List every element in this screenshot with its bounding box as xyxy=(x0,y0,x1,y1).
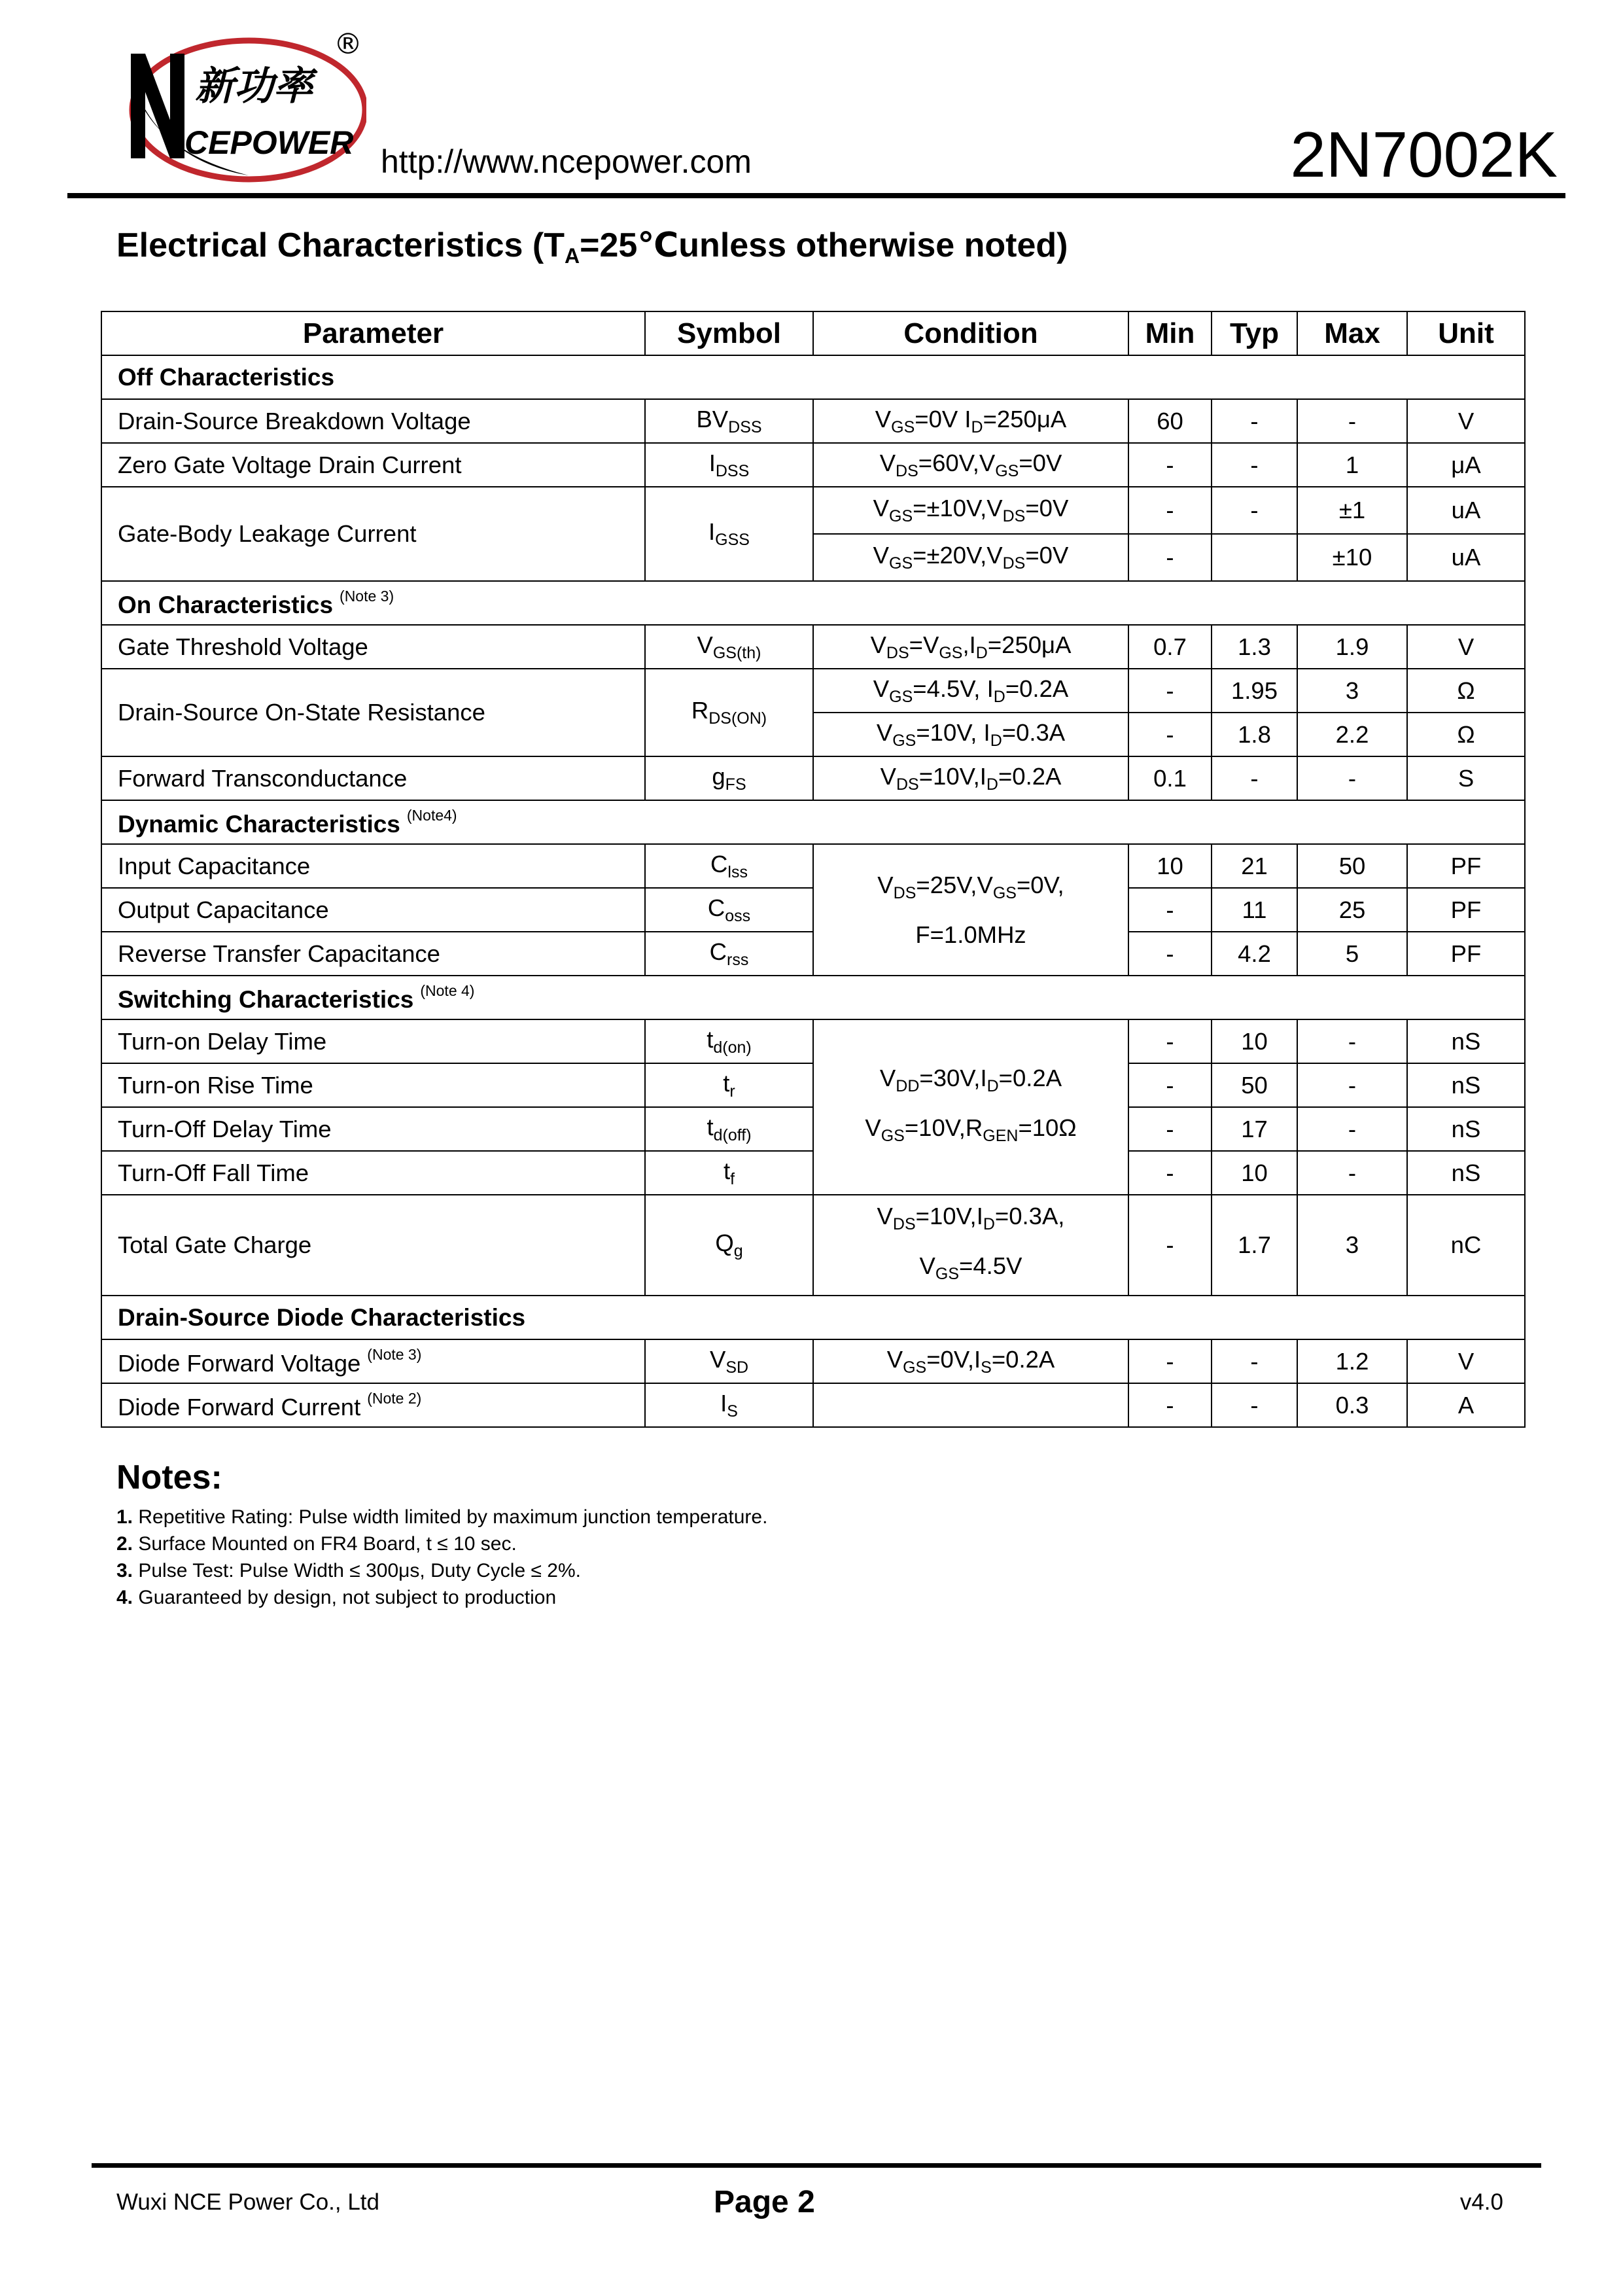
unit-cell: nS xyxy=(1407,1107,1525,1151)
condition-cell: $V_{GS}=10V$, $I_D=0.3A$ xyxy=(813,713,1128,756)
title-text-pre: Electrical Characteristics (T xyxy=(116,226,565,264)
typ-cell: 17 xyxy=(1212,1107,1297,1151)
typ-cell: - xyxy=(1212,756,1297,800)
typ-cell: - xyxy=(1212,487,1297,534)
unit-cell: Ω xyxy=(1407,713,1525,756)
group-label-diode: Drain-Source Diode Characteristics xyxy=(101,1296,1525,1339)
typ-cell: 21 xyxy=(1212,844,1297,888)
note-ref: (Note 4) xyxy=(420,981,475,999)
group-row-diode xyxy=(101,1296,1525,1339)
header-min: Min xyxy=(1128,311,1212,355)
max-cell: 5 xyxy=(1297,932,1407,976)
typ-cell: - xyxy=(1212,399,1297,443)
group-label-on: On Characteristics $^{(Note 3)}$ xyxy=(101,581,1525,625)
typ-cell: 1.95 xyxy=(1212,669,1297,713)
min-cell: 0.7 xyxy=(1128,625,1212,669)
max-cell: ±1 xyxy=(1297,487,1407,534)
typ-cell: 11 xyxy=(1212,888,1297,932)
header-parameter: Parameter xyxy=(101,311,645,355)
max-cell: 2.2 xyxy=(1297,713,1407,756)
unit-cell: nS xyxy=(1407,1019,1525,1063)
unit-cell: A xyxy=(1407,1383,1525,1427)
typ-cell: 4.2 xyxy=(1212,932,1297,976)
typ-cell: 50 xyxy=(1212,1063,1297,1107)
param-cell: Diode Forward Current $^{(Note 2)}$ xyxy=(101,1383,645,1427)
symbol-cell: $I_{DSS}$ xyxy=(645,443,813,487)
symbol-cell: $R_{DS(ON)}$ xyxy=(645,669,813,756)
table-row xyxy=(101,1383,1525,1427)
condition-cell: $V_{DS}=25V,V_{GS}=0V$, F=1.0MHz xyxy=(813,844,1128,976)
table-row xyxy=(101,756,1525,800)
logo-chinese-text: 新功率 xyxy=(195,63,313,109)
condition-cell: $V_{DD}=30V,I_D=0.2A$ $V_{GS}=10V,R_{GEN}=10\Omega$ xyxy=(813,1019,1128,1195)
footer-page-number: Page 2 xyxy=(714,2185,815,2219)
min-cell: 0.1 xyxy=(1128,756,1212,800)
unit-cell: nS xyxy=(1407,1063,1525,1107)
param-cell: Turn-on Delay Time xyxy=(101,1019,645,1063)
max-cell: - xyxy=(1297,399,1407,443)
header-condition: Condition xyxy=(813,311,1128,355)
unit-cell: PF xyxy=(1407,888,1525,932)
typ-cell: 1.3 xyxy=(1212,625,1297,669)
min-cell: - xyxy=(1128,1195,1212,1296)
header-divider xyxy=(67,193,1565,198)
max-cell: 3 xyxy=(1297,669,1407,713)
max-cell: 0.3 xyxy=(1297,1383,1407,1427)
footer-divider xyxy=(92,2163,1541,2168)
symbol-cell: $I_{GSS}$ xyxy=(645,487,813,581)
unit-cell: V xyxy=(1407,625,1525,669)
max-cell: - xyxy=(1297,1019,1407,1063)
condition-cell: $V_{GS}=\pm 20V,V_{DS}=0V$ xyxy=(813,534,1128,581)
section-title xyxy=(116,226,1068,268)
min-cell: - xyxy=(1128,669,1212,713)
header-max: Max xyxy=(1297,311,1407,355)
min-cell: - xyxy=(1128,534,1212,581)
symbol-cell: $C_{oss}$ xyxy=(645,888,813,932)
min-cell: - xyxy=(1128,1063,1212,1107)
note-item: 3. Pulse Test: Pulse Width ≤ 300μs, Duty Cycle ≤ 2%. xyxy=(116,1560,581,1581)
max-cell: 1.2 xyxy=(1297,1339,1407,1383)
symbol-cell: $V_{GS(th)}$ xyxy=(645,625,813,669)
symbol-cell: $C_{rss}$ xyxy=(645,932,813,976)
symbol-cell: $t_{d(off)}$ xyxy=(645,1107,813,1151)
max-cell: - xyxy=(1297,1107,1407,1151)
company-logo xyxy=(118,26,366,190)
min-cell: - xyxy=(1128,443,1212,487)
table-row xyxy=(101,844,1525,888)
param-cell: Turn-Off Fall Time xyxy=(101,1151,645,1195)
min-cell: - xyxy=(1128,1151,1212,1195)
min-cell: - xyxy=(1128,1339,1212,1383)
param-cell: Total Gate Charge xyxy=(101,1195,645,1296)
min-cell: - xyxy=(1128,713,1212,756)
unit-cell: nC xyxy=(1407,1195,1525,1296)
note-ref: (Note 2) xyxy=(367,1389,422,1407)
note-item: 1. Repetitive Rating: Pulse width limited by maximum junction temperature. xyxy=(116,1506,768,1528)
typ-cell: 10 xyxy=(1212,1019,1297,1063)
min-cell: - xyxy=(1128,487,1212,534)
unit-cell: uA xyxy=(1407,487,1525,534)
condition-cell: $V_{GS}=4.5V$, $I_D=0.2A$ xyxy=(813,669,1128,713)
condition-cell: $V_{DS}=10V,I_D=0.3A$, $V_{GS}=4.5V$ xyxy=(813,1195,1128,1296)
note-ref: (Note 3) xyxy=(367,1345,422,1363)
table-row xyxy=(101,669,1525,713)
typ-cell: 10 xyxy=(1212,1151,1297,1195)
min-cell: - xyxy=(1128,1019,1212,1063)
group-row-switching xyxy=(101,976,1525,1019)
condition-cell: $V_{DS}=60V,V_{GS}=0V$ xyxy=(813,443,1128,487)
footer-company: Wuxi NCE Power Co., Ltd xyxy=(116,2189,379,2215)
unit-cell: V xyxy=(1407,399,1525,443)
group-row-dynamic xyxy=(101,800,1525,844)
note-item: 4. Guaranteed by design, not subject to production xyxy=(116,1587,557,1608)
group-row-off xyxy=(101,355,1525,399)
max-cell: - xyxy=(1297,1151,1407,1195)
unit-cell: nS xyxy=(1407,1151,1525,1195)
table-header-row xyxy=(101,311,1525,355)
symbol-cell: $BV_{DSS}$ xyxy=(645,399,813,443)
param-cell: Input Capacitance xyxy=(101,844,645,888)
part-number: 2N7002K xyxy=(1290,118,1558,190)
table-row xyxy=(101,1019,1525,1063)
param-cell: Forward Transconductance xyxy=(101,756,645,800)
group-label-off: Off Characteristics xyxy=(101,355,1525,399)
notes-list xyxy=(116,1504,767,1611)
electrical-characteristics-table xyxy=(101,311,1526,1428)
unit-cell: PF xyxy=(1407,932,1525,976)
logo-graphic xyxy=(118,26,366,190)
condition-cell: $V_{DS}=10V,I_D=0.2A$ xyxy=(813,756,1128,800)
symbol-cell: $t_{d(on)}$ xyxy=(645,1019,813,1063)
group-label-dynamic: Dynamic Characteristics $^{(Note4)}$ xyxy=(101,800,1525,844)
note-item: 2. Surface Mounted on FR4 Board, t ≤ 10 sec. xyxy=(116,1533,517,1555)
title-text-post: =25℃unless otherwise noted) xyxy=(580,226,1068,264)
symbol-cell: $C_{lss}$ xyxy=(645,844,813,888)
notes-title: Notes: xyxy=(116,1458,222,1496)
param-cell: Turn-Off Delay Time xyxy=(101,1107,645,1151)
header-typ: Typ xyxy=(1212,311,1297,355)
max-cell: 1.9 xyxy=(1297,625,1407,669)
max-cell: 3 xyxy=(1297,1195,1407,1296)
min-cell: - xyxy=(1128,932,1212,976)
table-row xyxy=(101,1339,1525,1383)
unit-cell: uA xyxy=(1407,534,1525,581)
param-cell: Reverse Transfer Capacitance xyxy=(101,932,645,976)
header-unit: Unit xyxy=(1407,311,1525,355)
table-row xyxy=(101,443,1525,487)
typ-cell: - xyxy=(1212,443,1297,487)
note-ref: (Note 3) xyxy=(340,587,394,605)
table-row xyxy=(101,1195,1525,1296)
param-cell: Gate Threshold Voltage xyxy=(101,625,645,669)
max-cell: ±10 xyxy=(1297,534,1407,581)
group-label-switching: Switching Characteristics $^{(Note 4)}$ xyxy=(101,976,1525,1019)
unit-cell: μA xyxy=(1407,443,1525,487)
param-cell: Drain-Source Breakdown Voltage xyxy=(101,399,645,443)
typ-cell: - xyxy=(1212,1383,1297,1427)
max-cell: - xyxy=(1297,756,1407,800)
param-cell: Diode Forward Voltage $^{(Note 3)}$ xyxy=(101,1339,645,1383)
typ-cell xyxy=(1212,534,1297,581)
registered-mark: ® xyxy=(334,27,362,61)
max-cell: - xyxy=(1297,1063,1407,1107)
symbol-cell: $I_S$ xyxy=(645,1383,813,1427)
symbol-cell: $g_{FS}$ xyxy=(645,756,813,800)
unit-cell: S xyxy=(1407,756,1525,800)
symbol-cell: $Q_g$ xyxy=(645,1195,813,1296)
min-cell: - xyxy=(1128,1107,1212,1151)
min-cell: - xyxy=(1128,1383,1212,1427)
typ-cell: 1.8 xyxy=(1212,713,1297,756)
condition-cell xyxy=(813,1383,1128,1427)
footer-version: v4.0 xyxy=(1459,2189,1503,2215)
param-cell: Zero Gate Voltage Drain Current xyxy=(101,443,645,487)
param-cell: Gate-Body Leakage Current xyxy=(101,487,645,581)
title-subscript: A xyxy=(565,244,580,268)
symbol-cell: $t_r$ xyxy=(645,1063,813,1107)
max-cell: 1 xyxy=(1297,443,1407,487)
min-cell: - xyxy=(1128,888,1212,932)
symbol-cell: $t_f$ xyxy=(645,1151,813,1195)
header-symbol: Symbol xyxy=(645,311,813,355)
table-row xyxy=(101,625,1525,669)
typ-cell: - xyxy=(1212,1339,1297,1383)
symbol-cell: $V_{SD}$ xyxy=(645,1339,813,1383)
note-ref: (Note4) xyxy=(406,806,457,824)
condition-cell: $V_{GS}=0V,I_S=0.2A$ xyxy=(813,1339,1128,1383)
param-cell: Drain-Source On-State Resistance xyxy=(101,669,645,756)
unit-cell: Ω xyxy=(1407,669,1525,713)
max-cell: 25 xyxy=(1297,888,1407,932)
website-url[interactable]: http://www.ncepower.com xyxy=(381,143,752,180)
param-cell: Output Capacitance xyxy=(101,888,645,932)
table-row xyxy=(101,399,1525,443)
min-cell: 10 xyxy=(1128,844,1212,888)
min-cell: 60 xyxy=(1128,399,1212,443)
typ-cell: 1.7 xyxy=(1212,1195,1297,1296)
group-row-on xyxy=(101,581,1525,625)
condition-cell: $V_{GS}=0V$ $I_D=250\mu A$ xyxy=(813,399,1128,443)
condition-cell: $V_{DS}=V_{GS},I_D=250\mu A$ xyxy=(813,625,1128,669)
unit-cell: V xyxy=(1407,1339,1525,1383)
logo-english-text: CEPOWER xyxy=(184,124,354,161)
condition-cell: $V_{GS}=\pm 10V,V_{DS}=0V$ xyxy=(813,487,1128,534)
max-cell: 50 xyxy=(1297,844,1407,888)
unit-cell: PF xyxy=(1407,844,1525,888)
param-cell: Turn-on Rise Time xyxy=(101,1063,645,1107)
table-row xyxy=(101,487,1525,534)
